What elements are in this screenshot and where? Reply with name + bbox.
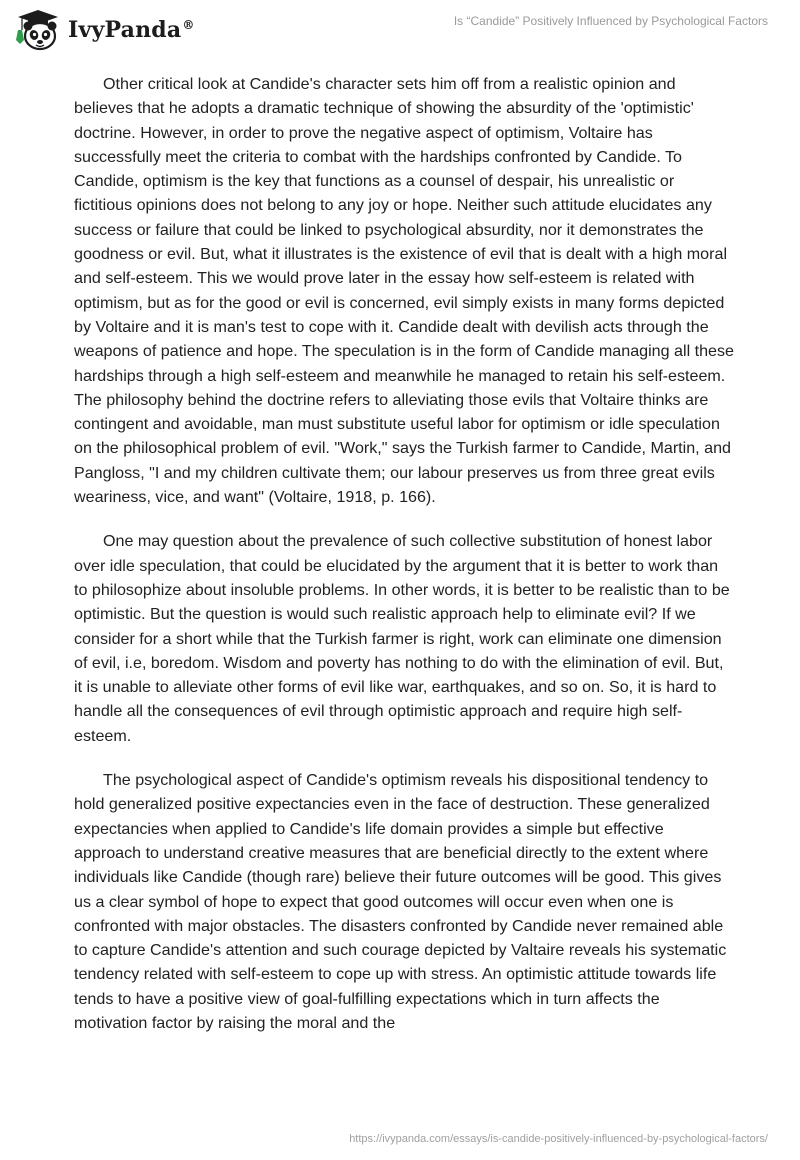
source-url[interactable]: https://ivypanda.com/essays/is-candide-positively-influenced-by-psychological-factors/	[349, 1133, 768, 1145]
logo-text: IvyPanda®	[68, 17, 195, 43]
essay-body	[74, 72, 734, 1055]
paragraph: The psychological aspect of Candide's optimism reveals his dispositional tendency to hold generalized positive expectancies even in the face of destruction. These generalized expectancies when applied to Candide's life domain provides a simple but effective approach to understand creative measures that are beneficial directly to the extent where individuals like Candide (though rare) believe their future outcomes will be good. This gives us a clear symbol of hope to expect that good outcomes will occur even when one is confronted with major obstacles. The disasters confronted by Candide never remained able to capture Candide's attention and such courage depicted by Valtaire reveals his systematic tendency related with self-esteem to cope up with stress. An optimistic attitude towards life tends to have a positive view of goal-fulfilling expectations which in turn affects the motivation factor by raising the moral and the	[74, 771, 727, 1032]
ivypanda-logo[interactable]	[14, 8, 195, 52]
page-header	[0, 0, 800, 60]
panda-graduate-icon	[14, 8, 62, 52]
document-title: Is “Candide” Positively Influenced by Psychological Factors	[453, 14, 768, 28]
paragraph: Other critical look at Candide's character sets him off from a realistic opinion and believes that he adopts a dramatic technique of showing the absurdity of the 'optimistic' doctrine. However, in order to prove the negative aspect of optimism, Voltaire has successfully meet the criteria to combat with the hardships confronted by Candide. To Candide, optimism is the key that functions as a counsel of despair, his unrealistic or fictitious opinions does not belong to any joy or hope. Neither such attitude elucidates any success or failure that could be linked to psychological absurdity, nor it demonstrates the goodness or evil. But, what it illustrates is the existence of evil that is dealt with a high moral and self-esteem. This we would prove later in the essay how self-esteem is related with optimism, but as for the good or evil is concerned, evil simply exists in many forms depicted by Voltaire and it is man's test to cope with it. Candide dealt with devilish acts through the weapons of patience and hope. The speculation is in the form of Candide managing all these hardships through a high self-esteem and meanwhile he managed to retain his self-esteem. The philosophy behind the doctrine refers to alleviating those evils that Voltaire thinks are contingent and avoidable, man must substitute useful labor for optimism or idle speculation on the philosophical problem of evil. "Work," says the Turkish farmer to Candide, Martin, and Pangloss, "I and my children cultivate them; our labour preserves us from three great evils weariness, vice, and want" (Voltaire, 1918, p. 166).	[74, 75, 734, 507]
paragraph: One may question about the prevalence of such collective substitution of honest labor over idle speculation, that could be elucidated by the argument that it is better to work than to philosophize about insoluble problems. In other words, it is better to be realistic than to be optimistic. But the question is would such realistic approach help to eliminate evil? If we consider for a short while that the Turkish farmer is right, work can eliminate one dimension of evil, i.e, boredom. Wisdom and poverty has nothing to do with the elimination of evil. But, it is unable to alleviate other forms of evil like war, earthquakes, and so on. So, it is hard to handle all the consequences of evil through optimistic approach and require high self-esteem.	[74, 532, 730, 745]
